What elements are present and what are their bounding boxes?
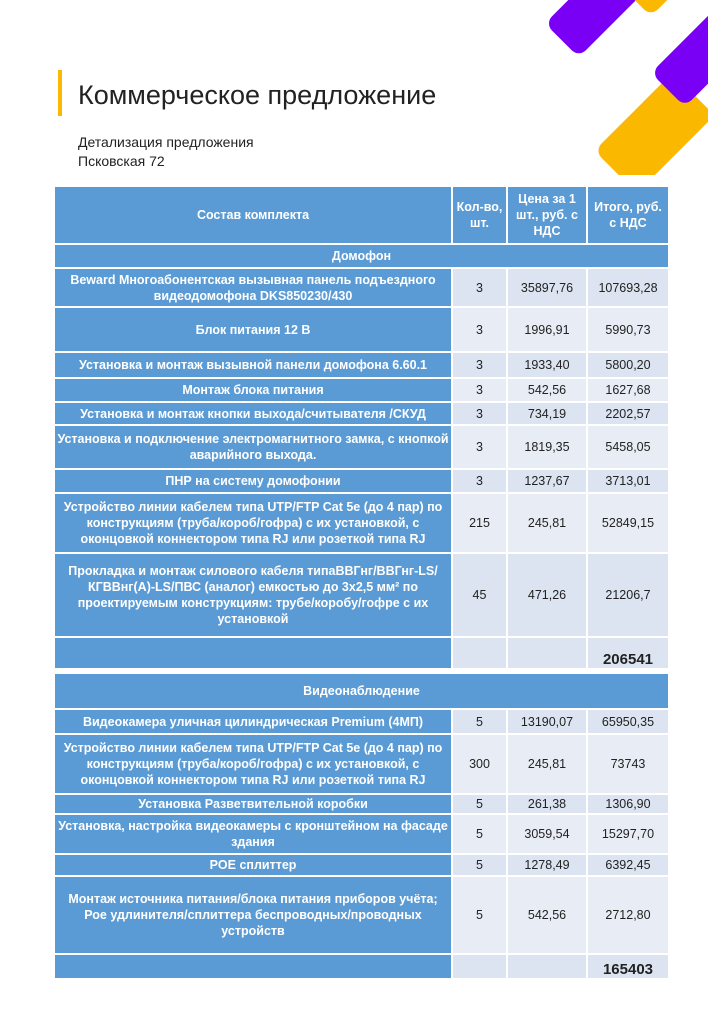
empty-cell [507, 637, 587, 669]
item-name: Монтаж блока питания [54, 378, 452, 402]
item-name: Прокладка и монтаж силового кабеля типаВВГнг/ВВГнг-LS/КГВВнг(А)-LS/ПВС (аналог) емкостью до 3х2,5 мм² по проектируемым конструкциям: трубе/коробу/гофре с их установкой [54, 553, 452, 637]
item-name: ПНР на систему домофонии [54, 469, 452, 493]
item-price: 245,81 [507, 734, 587, 794]
table-header [54, 186, 669, 244]
item-total: 2202,57 [587, 402, 669, 425]
item-total: 1306,90 [587, 794, 669, 814]
item-qty: 300 [452, 734, 507, 794]
item-total: 3713,01 [587, 469, 669, 493]
item-name: Устройство линии кабелем типа UTP/FTP Cat 5e (до 4 пар) по конструкциям (труба/короб/гофра) с их установкой, с оконцовкой коннектором типа RJ или розеткой типа RJ [54, 493, 452, 553]
section-total-row [54, 637, 669, 669]
section-total-row [54, 954, 669, 979]
item-price: 3059,54 [507, 814, 587, 854]
table-row [54, 794, 669, 814]
section-total: 165403 [587, 954, 669, 979]
item-total: 6392,45 [587, 854, 669, 876]
item-price: 1237,67 [507, 469, 587, 493]
table-row [54, 402, 669, 425]
item-qty: 5 [452, 854, 507, 876]
item-name: Установка и монтаж кнопки выхода/считывателя /СКУД [54, 402, 452, 425]
subtitle: Детализация предложения [78, 134, 254, 150]
item-total: 52849,15 [587, 493, 669, 553]
item-qty: 3 [452, 378, 507, 402]
address: Псковская 72 [78, 153, 165, 169]
item-total: 5458,05 [587, 425, 669, 469]
item-total: 15297,70 [587, 814, 669, 854]
table-row [54, 268, 669, 307]
item-total: 73743 [587, 734, 669, 794]
section-title: Видеонаблюдение [54, 673, 669, 709]
item-total: 2712,80 [587, 876, 669, 954]
item-name: Блок питания 12 В [54, 307, 452, 352]
item-name: POE сплиттер [54, 854, 452, 876]
total-label-cell [54, 637, 452, 669]
item-price: 1933,40 [507, 352, 587, 378]
empty-cell [452, 954, 507, 979]
item-total: 5800,20 [587, 352, 669, 378]
table-row [54, 425, 669, 469]
item-qty: 5 [452, 794, 507, 814]
item-price: 13190,07 [507, 709, 587, 734]
item-name: Установка и подключение электромагнитного замка, с кнопкой аварийного выхода. [54, 425, 452, 469]
item-total: 65950,35 [587, 709, 669, 734]
section-total: 206541 [587, 637, 669, 669]
item-name: Видеокамера уличная цилиндрическая Premium (4МП) [54, 709, 452, 734]
header-total: Итого, руб. с НДС [587, 186, 669, 244]
header-qty: Кол-во, шт. [452, 186, 507, 244]
header-name: Состав комплекта [54, 186, 452, 244]
item-name: Установка, настройка видеокамеры с кронштейном на фасаде здания [54, 814, 452, 854]
section-header [54, 673, 669, 709]
item-total: 107693,28 [587, 268, 669, 307]
item-price: 245,81 [507, 493, 587, 553]
section-title: Домофон [54, 244, 669, 268]
table-row [54, 553, 669, 637]
table-row [54, 876, 669, 954]
item-name: Устройство линии кабелем типа UTP/FTP Cat 5e (до 4 пар) по конструкциям (труба/короб/гофра) с их установкой, с оконцовкой коннектором типа RJ или розеткой типа RJ [54, 734, 452, 794]
empty-cell [507, 954, 587, 979]
header-price: Цена за 1 шт., руб. с НДС [507, 186, 587, 244]
item-qty: 3 [452, 469, 507, 493]
item-qty: 3 [452, 268, 507, 307]
empty-cell [452, 637, 507, 669]
table-row [54, 734, 669, 794]
item-qty: 5 [452, 814, 507, 854]
item-qty: 3 [452, 425, 507, 469]
item-qty: 3 [452, 402, 507, 425]
page-title: Коммерческое предложение [78, 80, 437, 110]
title-accent-bar [58, 70, 62, 116]
item-total: 1627,68 [587, 378, 669, 402]
item-price: 542,56 [507, 876, 587, 954]
table-row [54, 709, 669, 734]
table-row [54, 352, 669, 378]
item-name: Установка Разветвительной коробки [54, 794, 452, 814]
subtitle-block [78, 133, 254, 171]
company-logo [548, 0, 708, 175]
table-row [54, 469, 669, 493]
section-header [54, 244, 669, 268]
offer-table [53, 185, 670, 980]
table-row [54, 307, 669, 352]
item-price: 734,19 [507, 402, 587, 425]
item-price: 471,26 [507, 553, 587, 637]
item-name: Beward Многоабонентская вызывная панель подъездного видеодомофона DKS850230/430 [54, 268, 452, 307]
item-qty: 3 [452, 307, 507, 352]
item-qty: 5 [452, 709, 507, 734]
item-qty: 45 [452, 553, 507, 637]
item-price: 1996,91 [507, 307, 587, 352]
table-row [54, 854, 669, 876]
item-name: Монтаж источника питания/блока питания приборов учёта; Рое удлинителя/сплиттера беспроводных/проводных устройств [54, 876, 452, 954]
item-price: 261,38 [507, 794, 587, 814]
total-label-cell [54, 954, 452, 979]
item-qty: 5 [452, 876, 507, 954]
table-row [54, 378, 669, 402]
item-price: 1278,49 [507, 854, 587, 876]
item-price: 542,56 [507, 378, 587, 402]
item-qty: 3 [452, 352, 507, 378]
item-qty: 215 [452, 493, 507, 553]
item-price: 1819,35 [507, 425, 587, 469]
item-price: 35897,76 [507, 268, 587, 307]
table-row [54, 493, 669, 553]
item-name: Установка и монтаж вызывной панели домофона 6.60.1 [54, 352, 452, 378]
item-total: 21206,7 [587, 553, 669, 637]
table-row [54, 814, 669, 854]
item-total: 5990,73 [587, 307, 669, 352]
